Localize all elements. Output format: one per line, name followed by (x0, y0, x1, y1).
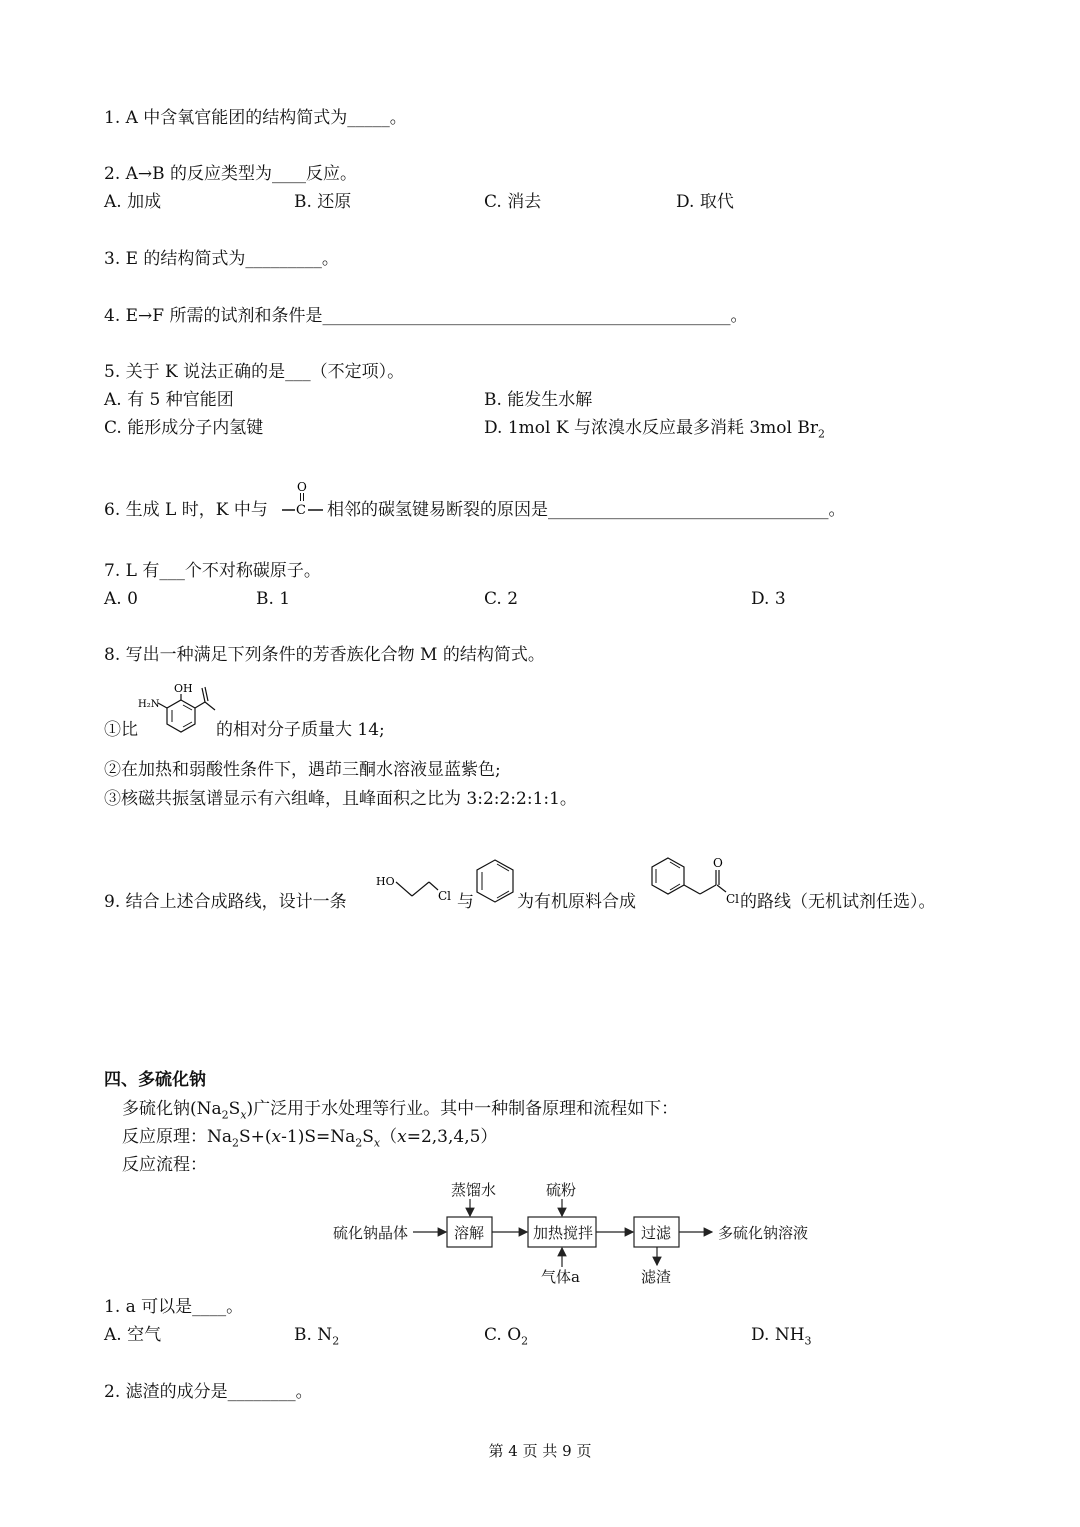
question-7-option-b: B. 1 (256, 589, 291, 609)
question-6-prefix: 6. 生成 L 时，K 中与 (104, 500, 268, 520)
subscript: 2 (817, 427, 825, 441)
question-8-condition-3: ③核磁共振氢谱显示有六组峰，且峰面积之比为 3:2:2:2:1:1。 (104, 789, 577, 809)
eq-part: S+( (239, 1127, 272, 1147)
sub-question-1-option-d (751, 1324, 812, 1346)
flow-gas-label: 气体a (541, 1268, 580, 1286)
flow-box-dissolve-label: 溶解 (454, 1224, 485, 1242)
cond-open: （ (380, 1127, 398, 1147)
question-5: 5. 关于 K 说法正确的是___（不定项）。 (104, 362, 405, 382)
subscript: 2 (332, 1334, 340, 1348)
question-2-option-d: D. 取代 (676, 192, 734, 212)
question-7-option-a: A. 0 (104, 589, 138, 609)
section-4-title: 四、多硫化钠 (104, 1070, 206, 1090)
option-text: B. N (294, 1325, 333, 1345)
question-5-option-d (484, 417, 825, 439)
flow-input-label: 硫化钠晶体 (333, 1224, 409, 1242)
flow-output-label: 多硫化钠溶液 (718, 1224, 809, 1242)
flow-box-heat-stir-label: 加热搅拌 (533, 1224, 594, 1242)
x-variable: x (240, 1108, 247, 1122)
sub-question-1: 1. a 可以是____。 (104, 1297, 244, 1317)
aminohydroxyacetophenone-structure (136, 680, 218, 738)
question-8-condition-1-prefix: ①比 (104, 720, 138, 740)
flow-box-filter-label: 过滤 (641, 1224, 672, 1242)
reaction-flow-diagram (320, 1170, 820, 1292)
hydroxyl-label: HO (376, 875, 395, 888)
question-9-suffix: 的路线（无机试剂任选）。 (740, 892, 936, 912)
benzene-structure (473, 857, 517, 905)
sub-question-1-option-b (294, 1324, 339, 1346)
question-8-condition-1-suffix: 的相对分子质量大 14; (216, 720, 385, 740)
question-8: 8. 写出一种满足下列条件的芳香族化合物 M 的结构简式。 (104, 645, 545, 665)
x-variable: x (397, 1127, 407, 1147)
question-2-option-c: C. 消去 (484, 192, 542, 212)
question-9-middle: 为有机原料合成 (517, 892, 636, 912)
question-1: 1. A 中含氧官能团的结构简式为_____。 (104, 108, 407, 128)
eq-part: -1)S=Na (281, 1127, 356, 1147)
carbonyl-oxygen-label: O (713, 856, 723, 870)
question-5-option-d-text: D. 1mol K 与浓溴水反应最多消耗 3mol Br (484, 418, 818, 438)
question-6-suffix: 相邻的碳氢键易断裂的原因是_________________________________。 (327, 500, 846, 520)
question-5-option-c: C. 能形成分子内氢键 (104, 418, 264, 438)
intro-s: S (228, 1099, 241, 1119)
question-5-option-b: B. 能发生水解 (484, 390, 593, 410)
sub-question-2: 2. 滤渣的成分是________。 (104, 1382, 313, 1402)
chloro-label: Cl (726, 892, 740, 906)
flow-label: 反应流程： (122, 1155, 207, 1175)
flow-water-label: 蒸馏水 (451, 1181, 497, 1199)
chloroethanol-structure (374, 868, 458, 908)
carbonyl-carbon-label: C (296, 503, 306, 518)
hydroxyl-label: OH (174, 682, 193, 695)
question-7: 7. L 有___个不对称碳原子。 (104, 561, 321, 581)
x-variable: x (271, 1127, 282, 1147)
question-2-option-a: A. 加成 (104, 192, 162, 212)
eq-part: S (362, 1127, 374, 1147)
page-footer: 第 4 页 共 9 页 (488, 1442, 592, 1460)
question-9-and: 与 (457, 892, 474, 912)
question-2-option-b: B. 还原 (294, 192, 352, 212)
reaction-principle (122, 1126, 497, 1148)
subscript: 2 (232, 1136, 240, 1150)
question-3: 3. E 的结构简式为_________。 (104, 249, 339, 269)
option-text: D. NH (751, 1325, 805, 1345)
cond-rest: =2,3,4,5） (406, 1127, 498, 1147)
eq-part: Na (207, 1127, 233, 1147)
flow-sulfur-label: 硫粉 (546, 1181, 577, 1199)
question-7-option-d: D. 3 (751, 589, 786, 609)
intro-text: 多硫化钠(Na (122, 1099, 222, 1119)
amino-label: H₂N (138, 699, 160, 710)
question-2: 2. A→B 的反应类型为____反应。 (104, 164, 358, 184)
intro-text-suffix: )广泛用于水处理等行业。其中一种制备原理和流程如下： (246, 1099, 679, 1119)
section-4-intro (122, 1098, 678, 1120)
question-8-condition-2: ②在加热和弱酸性条件下，遇茚三酮水溶液显蓝紫色; (104, 760, 501, 780)
principle-label: 反应原理： (122, 1127, 207, 1147)
question-4: 4. E→F 所需的试剂和条件是________________________________________________。 (104, 306, 748, 326)
subscript: 2 (355, 1136, 363, 1150)
question-5-option-a: A. 有 5 种官能团 (104, 390, 234, 410)
subscript: 2 (521, 1334, 529, 1348)
question-7-option-c: C. 2 (484, 589, 519, 609)
carbonyl-group-structure (281, 479, 327, 521)
phenylacetyl-chloride-structure (650, 852, 742, 908)
chloro-label: Cl (438, 889, 452, 903)
flow-residue-label: 滤渣 (641, 1268, 672, 1286)
sub-question-1-option-a: A. 空气 (104, 1325, 162, 1345)
question-9-prefix: 9. 结合上述合成路线，设计一条 (104, 892, 347, 912)
sub-question-1-option-c (484, 1324, 528, 1346)
carbonyl-oxygen-label: O (297, 480, 307, 494)
x-variable: x (373, 1136, 381, 1150)
option-text: C. O (484, 1325, 522, 1345)
subscript: 2 (221, 1108, 229, 1122)
subscript: 3 (804, 1334, 812, 1348)
